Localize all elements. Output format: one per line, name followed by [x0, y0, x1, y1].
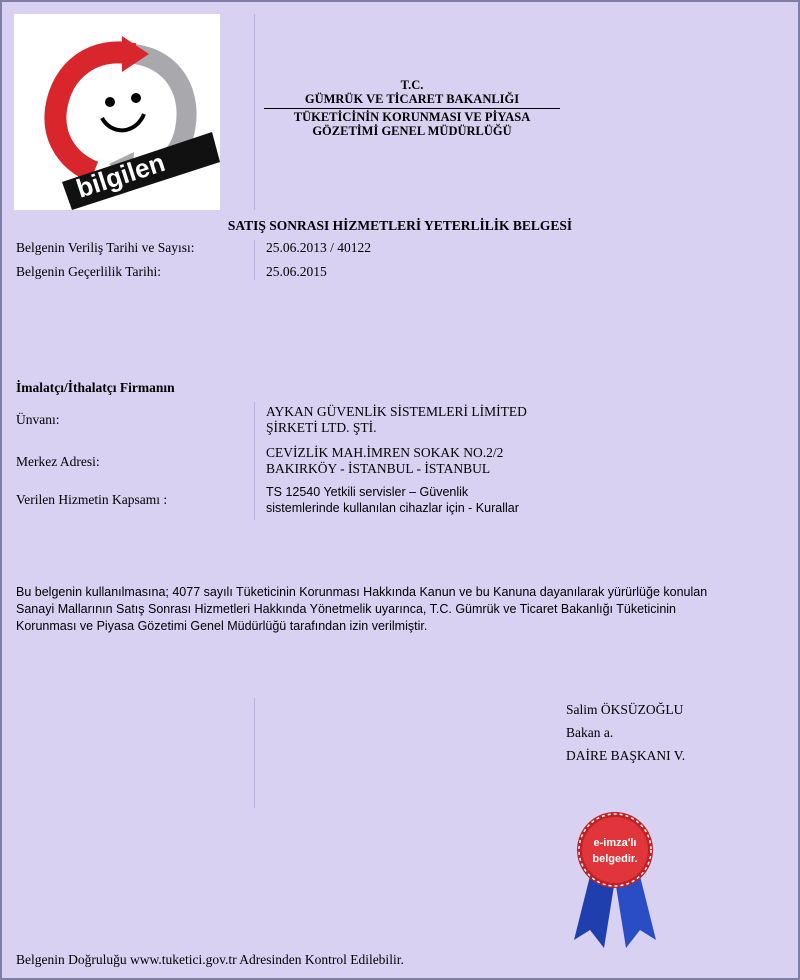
address-line: BAKIRKÖY - İSTANBUL - İSTANBUL	[266, 461, 491, 476]
column-divider	[254, 402, 255, 520]
paragraph-line: Sanayi Mallarının Satış Sonrası Hizmetleri Hakkında Yönetmelik uyarınca, T.C. Gümrük ve Ticaret Bakanlığı Tüketicinin	[16, 602, 677, 616]
scope-line: TS 12540 Yetkili servisler – Güvenlik	[266, 485, 469, 499]
verification-footer: Belgenin Doğruluğu www.tuketici.gov.tr Adresinden Kontrol Edilebilir.	[16, 952, 404, 967]
paragraph-line: Korunması ve Piyasa Gözetimi Genel Müdürlüğü tarafından izin verilmiştir.	[16, 619, 428, 633]
firm-name-label: Ünvanı:	[16, 412, 60, 427]
certificate-title: SATIŞ SONRASI HİZMETLERİ YETERLİLİK BELGESİ	[227, 218, 573, 233]
authorization-paragraph	[16, 584, 788, 635]
signatory-title: DAİRE BAŞKANI V.	[566, 748, 686, 763]
header-line-ministry: GÜMRÜK VE TİCARET BAKANLIĞI	[304, 92, 520, 106]
firm-name-value	[266, 404, 527, 436]
issue-value: 25.06.2013 / 40122	[266, 240, 372, 255]
column-divider	[254, 240, 255, 280]
scope-value	[266, 484, 519, 516]
header-rule	[264, 108, 560, 109]
signatory-role: Bakan a.	[566, 725, 614, 740]
header-line-tc: T.C.	[400, 78, 424, 92]
scope-line: sistemlerinde kullanılan cihazlar için - Kurallar	[266, 501, 519, 515]
issue-label: Belgenin Veriliş Tarihi ve Sayısı:	[16, 240, 195, 255]
header-line-directorate-2: GÖZETİMİ GENEL MÜDÜRLÜĞÜ	[312, 124, 512, 138]
smiley-refresh-arrows-icon	[14, 14, 220, 210]
firm-name-line: AYKAN GÜVENLİK SİSTEMLERİ LİMİTED	[266, 404, 527, 419]
address-line: CEVİZLİK MAH.İMREN SOKAK NO.2/2	[266, 445, 504, 460]
firm-name-line: ŞİRKETİ LTD. ŞTİ.	[266, 420, 377, 435]
column-divider	[254, 698, 255, 808]
signatory-name: Salim ÖKSÜZOĞLU	[566, 702, 684, 717]
address-value	[266, 445, 503, 477]
bilgilen-logo	[14, 14, 220, 210]
header-line-directorate-1: TÜKETİCİNİN KORUNMASI VE PİYASA	[293, 110, 531, 124]
scope-label: Verilen Hizmetin Kapsamı :	[16, 492, 168, 507]
logo-text: bilgilen	[72, 147, 169, 204]
address-label: Merkez Adresi:	[16, 454, 100, 469]
firm-section-title: İmalatçı/İthalatçı Firmanın	[16, 380, 175, 395]
seal-text-line1: e-imza'lı	[593, 837, 637, 849]
seal-text-line2: belgedir.	[592, 853, 638, 865]
paragraph-line: Bu belgenin kullanılmasına; 4077 sayılı Tüketicinin Korunması Hakkında Kanun ve bu Kanuna dayanılarak yürürlüğe konulan	[16, 585, 708, 599]
rosette-seal-icon	[560, 810, 670, 950]
e-signature-seal	[560, 810, 670, 950]
validity-label: Belgenin Geçerlilik Tarihi:	[16, 264, 162, 279]
validity-value: 25.06.2015	[266, 264, 327, 279]
column-divider	[254, 14, 255, 210]
ministry-header	[264, 78, 560, 138]
